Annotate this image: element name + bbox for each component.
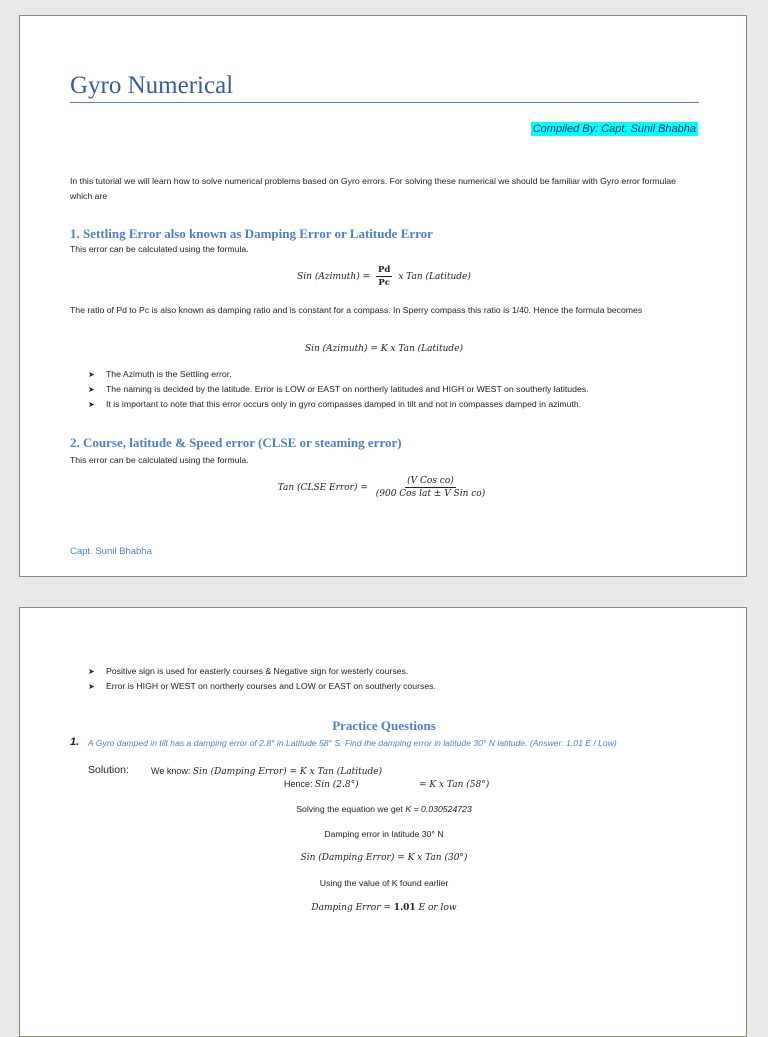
section-1-bullets <box>88 367 728 412</box>
page-2 <box>19 607 747 1037</box>
section-2-formula-intro: This error can be calculated using the formula. <box>70 455 249 465</box>
we-know-label: We know: <box>151 766 191 776</box>
solving-text: Solving the equation we get <box>296 804 403 814</box>
bullet-item: ➤ The naming is decided by the latitude. Error is LOW or EAST on northerly latitudes and HIGH or WEST on southerly latitudes. <box>88 382 728 397</box>
using-k-line: Using the value of K found earlier <box>319 878 449 888</box>
we-know-line <box>151 766 382 777</box>
bullet-item: ➤ It is important to note that this error occurs only in gyro compasses damped in tilt and not in compasses damped in azimuth. <box>88 397 728 412</box>
final-answer-line <box>20 902 748 913</box>
credit-highlight: Compiled By: Capt. Sunil Bhabha <box>532 123 696 135</box>
section-1-formula-intro: This error can be calculated using the formula. <box>70 244 249 254</box>
question-number: 1. <box>70 736 80 748</box>
hence-label: Hence: <box>284 779 313 789</box>
arrow-bullet-icon: ➤ <box>88 682 95 691</box>
hence-line <box>284 779 359 790</box>
document-title: Gyro Numerical <box>70 72 234 99</box>
practice-questions-heading: Practice Questions <box>332 718 436 733</box>
hence-equation-left: Sin (2.8°) <box>315 780 359 790</box>
course-sign-bullets <box>88 664 728 694</box>
k-value: K = 0.030524723 <box>405 804 472 814</box>
page-footer: Capt. Sunil Bhabha <box>70 546 152 557</box>
section-2-heading: 2. Course, latitude & Speed error (CLSE or steaming error) <box>70 435 402 450</box>
solution-label: Solution: <box>88 764 129 776</box>
pd-pc-fraction <box>376 265 392 288</box>
final-answer-rhs: E or low <box>415 903 457 913</box>
bullet-item: ➤ Positive sign is used for easterly courses & Negative sign for westerly courses. <box>88 664 728 679</box>
arrow-bullet-icon: ➤ <box>88 385 95 394</box>
clse-numerator: (V Cos co) <box>407 476 454 486</box>
arrow-bullet-icon: ➤ <box>88 667 95 676</box>
settling-error-formula <box>20 265 748 288</box>
solving-line <box>20 804 748 814</box>
final-answer-lhs: Damping Error = <box>311 903 394 913</box>
settling-error-formula-k: Sin (Azimuth) = K x Tan (Latitude) <box>304 344 464 354</box>
title-rule <box>70 102 699 103</box>
intro-paragraph: In this tutorial we will learn how to solve numerical problems based on Gyro errors. For solving these numerical we should be familiar with Gyro error formulae which are <box>70 176 676 201</box>
arrow-bullet-icon: ➤ <box>88 370 95 379</box>
clse-fraction <box>374 476 488 499</box>
fraction-numerator: Pd <box>378 265 391 275</box>
formula-1-lhs: Sin (Azimuth) = <box>297 272 371 282</box>
bullet-item: ➤ Error is HIGH or WEST on northerly courses and LOW or EAST on southerly courses. <box>88 679 728 694</box>
hence-equation-right: = K x Tan (58°) <box>419 780 490 790</box>
clse-formula-lhs: Tan (CLSE Error) = <box>277 483 368 493</box>
clse-formula <box>20 476 748 499</box>
fraction-denominator: Pc <box>378 278 390 288</box>
arrow-bullet-icon: ➤ <box>88 400 95 409</box>
clse-denominator: (900 Cos lat ± V Sin co) <box>375 489 486 499</box>
final-answer-value: 1.01 <box>393 903 416 913</box>
we-know-equation: Sin (Damping Error) = K x Tan (Latitude) <box>192 767 383 777</box>
bullet-item: ➤ The Azimuth is the Settling error. <box>88 367 728 382</box>
damping-latitude-line: Damping error in latitude 30° N <box>324 829 444 839</box>
damping-error-equation: Sin (Damping Error) = K x Tan (30°) <box>300 853 468 863</box>
page-1 <box>19 15 747 577</box>
formula-1-rhs: x Tan (Latitude) <box>398 272 471 282</box>
damping-ratio-paragraph: The ratio of Pd to Pc is also known as damping ratio and is constant for a compass. In Sperry compass this ratio is 1/40. Hence the formula becomes <box>70 305 643 315</box>
question-1-text: A Gyro damped in tilt has a damping error of 2.8° in Latitude 58° S. Find the damping error in latitude 30° N latitude. (Answer: 1.01 E / Low) <box>88 738 617 748</box>
section-1-heading: 1. Settling Error also known as Damping Error or Latitude Error <box>70 226 433 241</box>
